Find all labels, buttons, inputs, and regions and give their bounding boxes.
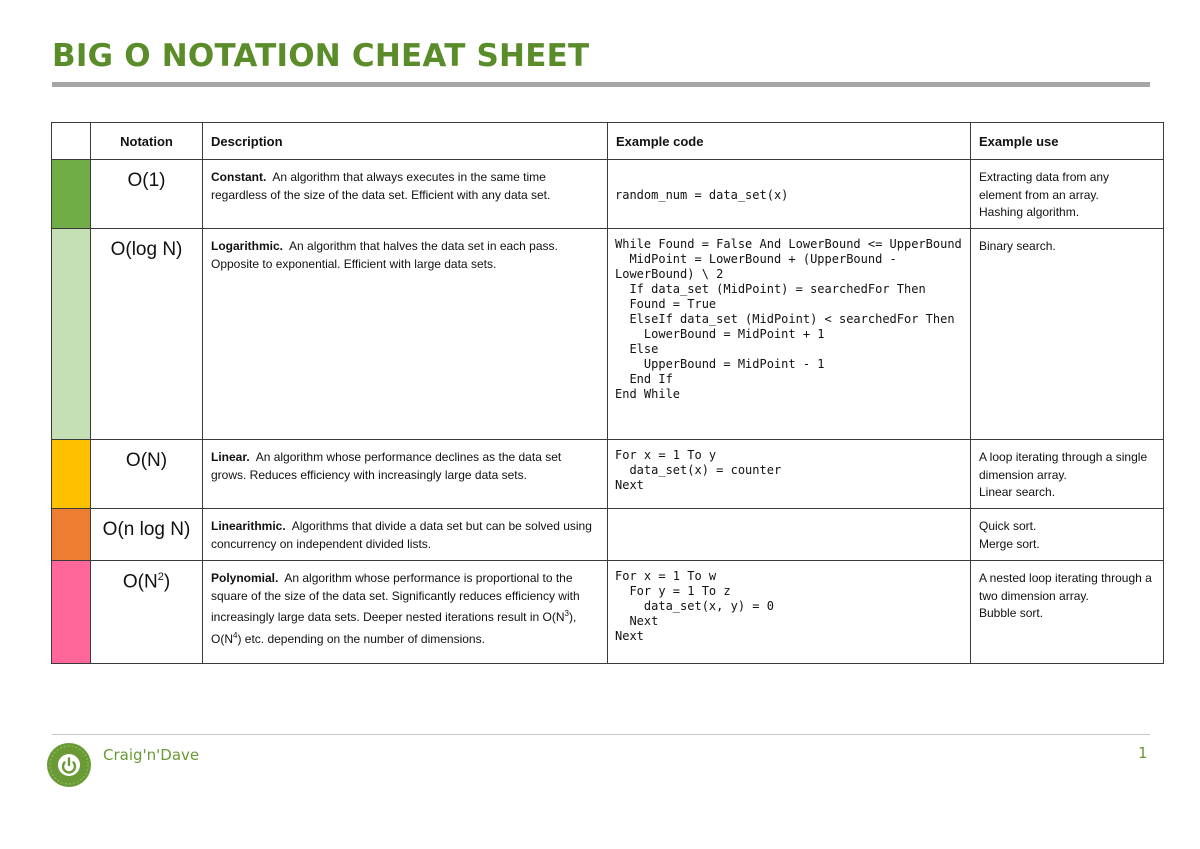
page-title: BIG O NOTATION CHEAT SHEET <box>52 38 590 74</box>
exponent-4: 4 <box>233 630 238 640</box>
table-row <box>52 561 1164 664</box>
example-use-cell <box>971 160 1164 229</box>
use-item: Extracting data from any element from an array. <box>979 170 1110 202</box>
example-code-cell <box>608 229 971 440</box>
color-key-header <box>52 123 91 160</box>
description-label: Linearithmic. <box>211 519 286 533</box>
color-swatch <box>52 440 91 509</box>
example-use-cell <box>971 229 1164 440</box>
description-text: Algorithms that divide a data set but can be solved using concurrency on independent divided lists. <box>211 519 592 551</box>
code-block: While Found = False And LowerBound <= UpperBound MidPoint = LowerBound + (UpperBound - LowerBound) \ 2 If data_set (MidPoint) = searchedFor Then Found = True ElseIf data_set (MidPoint) < searchedFor Then LowerBound = MidPoint + 1 Else UpperBound = MidPoint - 1 End If End While <box>615 237 962 401</box>
description-text: ) etc. depending on the number of dimensions. <box>237 631 485 646</box>
page-number: 1 <box>1138 744 1148 762</box>
description-text: An algorithm whose performance is proportional to the square of the size of the data set. Significantly reduces efficiency with increasingly large data sets. Deeper nested iterations result in O(N <box>211 571 580 624</box>
color-swatch <box>52 509 91 561</box>
description-cell <box>203 561 608 664</box>
description-text: An algorithm whose performance declines as the data set grows. Reduces efficiency with increasingly large data sets. <box>211 450 562 482</box>
table-header-row <box>52 123 1164 160</box>
color-swatch <box>52 229 91 440</box>
color-swatch <box>52 561 91 664</box>
use-item: Merge sort. <box>979 536 1040 551</box>
example-code-cell <box>608 160 971 229</box>
notation-end: ) <box>163 571 171 593</box>
code-block: For x = 1 To w For y = 1 To z data_set(x, y) = 0 Next Next <box>615 569 774 643</box>
notation-base: O(N <box>122 571 158 593</box>
use-item: Linear search. <box>979 485 1056 499</box>
notation-cell: O(n log N) <box>91 509 203 561</box>
column-header-example-use: Example use <box>971 123 1164 160</box>
use-item: Hashing algorithm. <box>979 205 1080 219</box>
description-text: An algorithm that halves the data set in each pass. Opposite to exponential. Efficient with large data sets. <box>211 239 558 271</box>
description-cell <box>203 509 608 561</box>
example-use-cell <box>971 509 1164 561</box>
description-text: ), O(N <box>211 610 577 646</box>
description-cell <box>203 440 608 509</box>
example-code-cell <box>608 561 971 664</box>
description-label: Polynomial. <box>211 571 279 585</box>
description-label: Logarithmic. <box>211 239 284 253</box>
notation-exponent: 2 <box>157 571 164 583</box>
example-use-cell <box>971 440 1164 509</box>
description-cell <box>203 160 608 229</box>
code-block: random_num = data_set(x) <box>615 187 789 202</box>
exponent-3: 3 <box>564 609 569 618</box>
column-header-notation: Notation <box>91 123 203 160</box>
description-label: Constant. <box>211 170 267 184</box>
table-row <box>52 229 1164 440</box>
table-row <box>52 160 1164 229</box>
use-item: Quick sort. <box>979 519 1037 533</box>
example-code-cell <box>608 440 971 509</box>
notation-cell: O(1) <box>91 160 203 229</box>
example-code-cell <box>608 509 971 561</box>
description-label: Linear. <box>211 450 250 464</box>
use-item: A loop iterating through a single dimension array. <box>979 450 1148 482</box>
description-cell <box>203 229 608 440</box>
footer-divider <box>52 734 1150 735</box>
column-header-example-code: Example code <box>608 123 971 160</box>
big-o-table <box>51 122 1164 664</box>
use-item: Bubble sort. <box>979 606 1044 620</box>
color-swatch <box>52 160 91 229</box>
notation-cell <box>91 561 203 664</box>
title-underline <box>52 82 1150 87</box>
column-header-description: Description <box>203 123 608 160</box>
description-text: An algorithm that always executes in the same time regardless of the size of the data set. Efficient with any data set. <box>211 170 551 202</box>
use-item: A nested loop iterating through a two dimension array. <box>979 571 1152 603</box>
code-block: For x = 1 To y data_set(x) = counter Next <box>615 448 782 492</box>
notation-cell: O(N) <box>91 440 203 509</box>
use-item: Binary search. <box>979 239 1056 253</box>
example-use-cell <box>971 561 1164 664</box>
craigndave-logo-icon <box>45 741 93 789</box>
notation-cell: O(log N) <box>91 229 203 440</box>
table-row <box>52 440 1164 509</box>
footer-brand: Craig'n'Dave <box>103 746 200 764</box>
table-row <box>52 509 1164 561</box>
